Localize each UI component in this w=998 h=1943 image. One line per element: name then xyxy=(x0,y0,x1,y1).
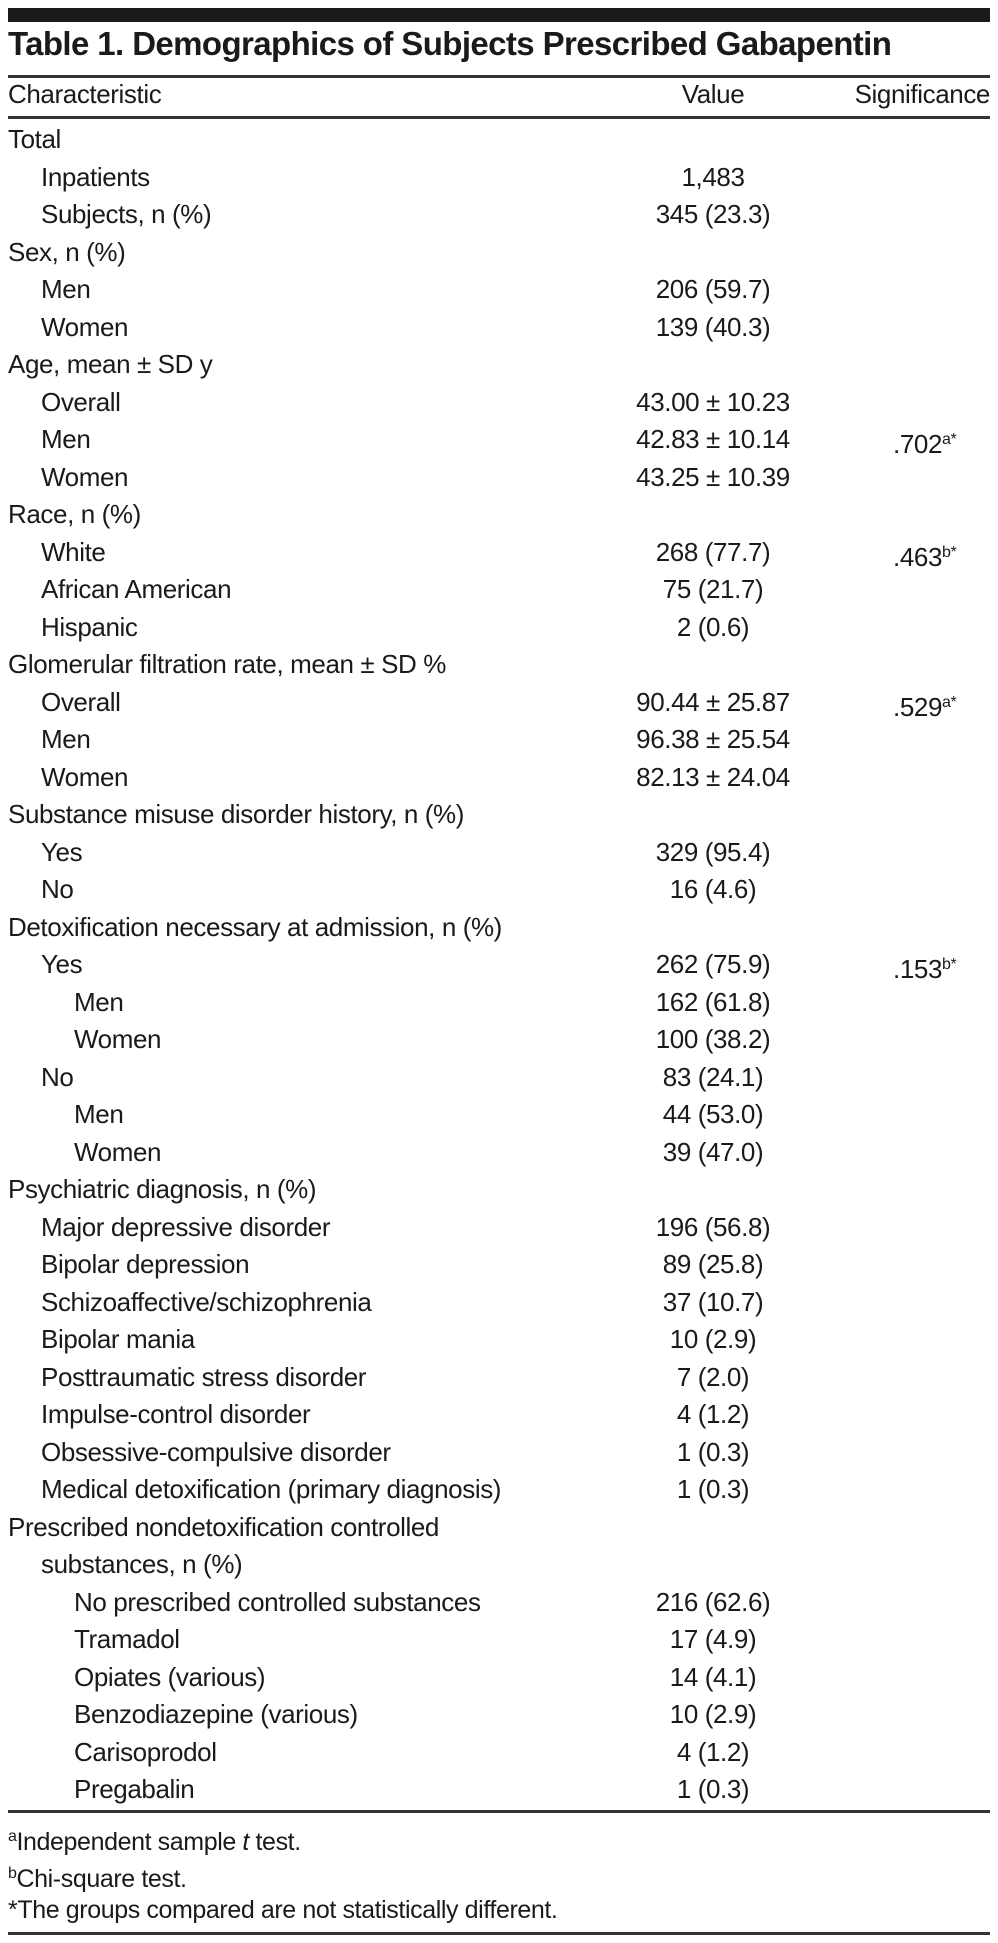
table-title: Table 1. Demographics of Subjects Prescribed Gabapentin xyxy=(8,25,892,62)
row-value: 4 (1.2) xyxy=(676,1399,750,1429)
row-value: 10 (2.9) xyxy=(669,1324,757,1354)
row-label: Men xyxy=(74,986,124,1017)
table-row xyxy=(0,234,998,272)
p-value: .153 xyxy=(893,954,943,984)
row-label: Yes xyxy=(41,836,83,867)
row-value: 1 (0.3) xyxy=(676,1774,750,1804)
row-value: 14 (4.1) xyxy=(669,1661,757,1692)
table-row xyxy=(0,909,998,947)
table-row xyxy=(0,946,998,984)
table-row xyxy=(0,196,998,234)
row-value: 262 (75.9) xyxy=(655,949,771,979)
row-value: 329 (95.4) xyxy=(655,836,771,867)
footnote-a-text: Independent sample xyxy=(16,1828,243,1856)
table-row xyxy=(0,1434,998,1472)
table-row xyxy=(0,1246,998,1284)
table-row xyxy=(0,1471,998,1509)
table-row xyxy=(0,534,998,572)
table-row xyxy=(0,1396,998,1434)
row-value: 345 (23.3) xyxy=(655,199,771,229)
row-label: Pregabalin xyxy=(74,1774,195,1804)
row-label: Glomerular filtration rate, mean ± SD % xyxy=(8,649,446,679)
p-value: .529 xyxy=(893,691,943,722)
table-row xyxy=(0,759,998,797)
table-row xyxy=(0,159,998,197)
table-row xyxy=(0,1134,998,1172)
row-value: 17 (4.9) xyxy=(669,1624,757,1654)
header-rule xyxy=(8,116,990,119)
footnote-a-mark: a xyxy=(8,1828,17,1845)
row-label: Tramadol xyxy=(74,1624,180,1654)
table-row xyxy=(0,1021,998,1059)
row-label: substances, n (%) xyxy=(41,1549,243,1579)
row-label: African American xyxy=(41,574,232,604)
row-label: No prescribed controlled substances xyxy=(74,1586,481,1617)
table-row xyxy=(0,1284,998,1322)
table-row xyxy=(0,609,998,647)
row-value: 42.83 ± 10.14 xyxy=(636,424,790,454)
table-row xyxy=(0,1584,998,1622)
header-significance: Significance xyxy=(854,79,990,109)
row-label: No xyxy=(41,874,74,904)
table-row xyxy=(0,421,998,459)
row-label: Obsessive-compulsive disorder xyxy=(41,1436,391,1467)
p-value-footnote-mark: a* xyxy=(942,693,957,711)
row-label: Overall xyxy=(41,686,121,717)
table-row xyxy=(0,871,998,909)
row-value: 139 (40.3) xyxy=(655,311,771,342)
row-value: 83 (24.1) xyxy=(662,1061,764,1092)
row-label: Men xyxy=(74,1099,124,1129)
row-label: Age, mean ± SD y xyxy=(8,349,213,379)
row-value: 39 (47.0) xyxy=(662,1136,764,1167)
row-label: Women xyxy=(41,461,129,492)
footnote-a-italic: t xyxy=(242,1828,249,1856)
table-row xyxy=(0,721,998,759)
table-row xyxy=(0,121,998,159)
row-value: 206 (59.7) xyxy=(655,274,771,304)
row-label: Psychiatric diagnosis, n (%) xyxy=(8,1174,317,1204)
row-value: 268 (77.7) xyxy=(655,536,771,567)
row-label: Medical detoxification (primary diagnosis) xyxy=(41,1474,502,1504)
table-row xyxy=(0,346,998,384)
footnote-star-text: The groups compared are not statistically different. xyxy=(17,1896,558,1924)
row-value: 1 (0.3) xyxy=(676,1436,750,1467)
footer-rule xyxy=(8,1932,990,1935)
table-body xyxy=(0,121,998,1809)
row-value: 1 (0.3) xyxy=(676,1474,750,1504)
table-row xyxy=(0,1771,998,1809)
footnote-b-text: Chi-square test. xyxy=(16,1865,187,1893)
p-value: .702 xyxy=(893,429,943,459)
row-label: Yes xyxy=(41,949,83,979)
row-value: 37 (10.7) xyxy=(662,1286,764,1317)
table-row xyxy=(0,984,998,1022)
p-value-footnote-mark: b* xyxy=(942,543,957,561)
row-value: 75 (21.7) xyxy=(662,574,764,604)
table-row xyxy=(0,384,998,422)
row-value: 44 (53.0) xyxy=(662,1099,764,1129)
row-value: 216 (62.6) xyxy=(655,1586,771,1617)
row-label: White xyxy=(41,536,106,567)
row-label: Major depressive disorder xyxy=(41,1211,331,1242)
table-row xyxy=(0,1321,998,1359)
row-label: Prescribed nondetoxification controlled xyxy=(8,1511,439,1542)
row-label: Sex, n (%) xyxy=(8,236,126,267)
row-label: Carisoprodol xyxy=(74,1736,217,1767)
table-row xyxy=(0,1696,998,1734)
row-label: Opiates (various) xyxy=(74,1661,266,1692)
table-row xyxy=(0,1059,998,1097)
row-value: 43.25 ± 10.39 xyxy=(636,461,790,492)
row-significance xyxy=(893,534,956,577)
row-label: Bipolar depression xyxy=(41,1249,250,1279)
table-row xyxy=(0,496,998,534)
table-row xyxy=(0,459,998,497)
row-label: Overall xyxy=(41,386,121,417)
row-label: Benzodiazepine (various) xyxy=(74,1699,358,1729)
footnote-star-mark: * xyxy=(8,1896,18,1924)
table-row xyxy=(0,1734,998,1772)
footnote-star xyxy=(8,1892,557,1929)
row-value: 43.00 ± 10.23 xyxy=(636,386,790,417)
row-label: Posttraumatic stress disorder xyxy=(41,1361,367,1392)
row-label: Impulse-control disorder xyxy=(41,1399,311,1429)
row-label: Schizoaffective/schizophrenia xyxy=(41,1286,372,1317)
table-row xyxy=(0,309,998,347)
table-row xyxy=(0,271,998,309)
row-value: 82.13 ± 24.04 xyxy=(636,761,790,792)
row-label: Total xyxy=(8,124,61,154)
top-rule xyxy=(8,8,990,22)
row-value: 162 (61.8) xyxy=(655,986,771,1017)
row-label: Men xyxy=(41,724,91,754)
row-value: 16 (4.6) xyxy=(669,874,757,904)
row-value: 4 (1.2) xyxy=(676,1736,750,1767)
row-significance xyxy=(893,946,956,989)
table-row xyxy=(0,796,998,834)
row-value: 96.38 ± 25.54 xyxy=(636,724,790,754)
row-label: Subjects, n (%) xyxy=(41,199,212,229)
p-value-footnote-mark: a* xyxy=(942,431,957,448)
row-label: Inpatients xyxy=(41,161,150,192)
row-significance xyxy=(893,684,956,727)
table-row xyxy=(0,684,998,722)
table-row xyxy=(0,1621,998,1659)
header-value: Value xyxy=(681,79,745,109)
row-label: Race, n (%) xyxy=(8,499,141,529)
row-value: 10 (2.9) xyxy=(669,1699,757,1729)
p-value-footnote-mark: b* xyxy=(942,956,957,973)
p-value: .463 xyxy=(893,541,943,572)
table-row xyxy=(0,1096,998,1134)
row-label: Women xyxy=(41,311,129,342)
footnote-a-text-end: test. xyxy=(248,1828,301,1856)
row-value: 196 (56.8) xyxy=(655,1211,771,1242)
row-label: Hispanic xyxy=(41,611,138,642)
table-row xyxy=(0,646,998,684)
row-label: Bipolar mania xyxy=(41,1324,195,1354)
row-label: Women xyxy=(74,1136,162,1167)
row-label: Detoxification necessary at admission, n (%) xyxy=(8,911,502,942)
row-label: Men xyxy=(41,424,91,454)
table-row xyxy=(0,1209,998,1247)
header-characteristic: Characteristic xyxy=(8,79,162,109)
row-label: No xyxy=(41,1061,74,1092)
table-row xyxy=(0,834,998,872)
row-value: 7 (2.0) xyxy=(676,1361,750,1392)
bottom-rule xyxy=(8,1810,990,1813)
row-value: 100 (38.2) xyxy=(655,1024,771,1054)
row-value: 2 (0.6) xyxy=(676,611,750,642)
row-label: Women xyxy=(41,761,129,792)
row-value: 1,483 xyxy=(681,161,745,192)
table-row xyxy=(0,571,998,609)
footnote-b-mark: b xyxy=(8,1865,17,1882)
row-label: Men xyxy=(41,274,91,304)
table-row xyxy=(0,1546,998,1584)
row-label: Women xyxy=(74,1024,162,1054)
row-significance xyxy=(893,421,956,464)
table-row xyxy=(0,1659,998,1697)
row-value: 90.44 ± 25.87 xyxy=(636,686,790,717)
row-value: 89 (25.8) xyxy=(662,1249,764,1279)
row-label: Substance misuse disorder history, n (%) xyxy=(8,799,465,829)
table-row xyxy=(0,1171,998,1209)
table-row xyxy=(0,1509,998,1547)
table-row xyxy=(0,1359,998,1397)
